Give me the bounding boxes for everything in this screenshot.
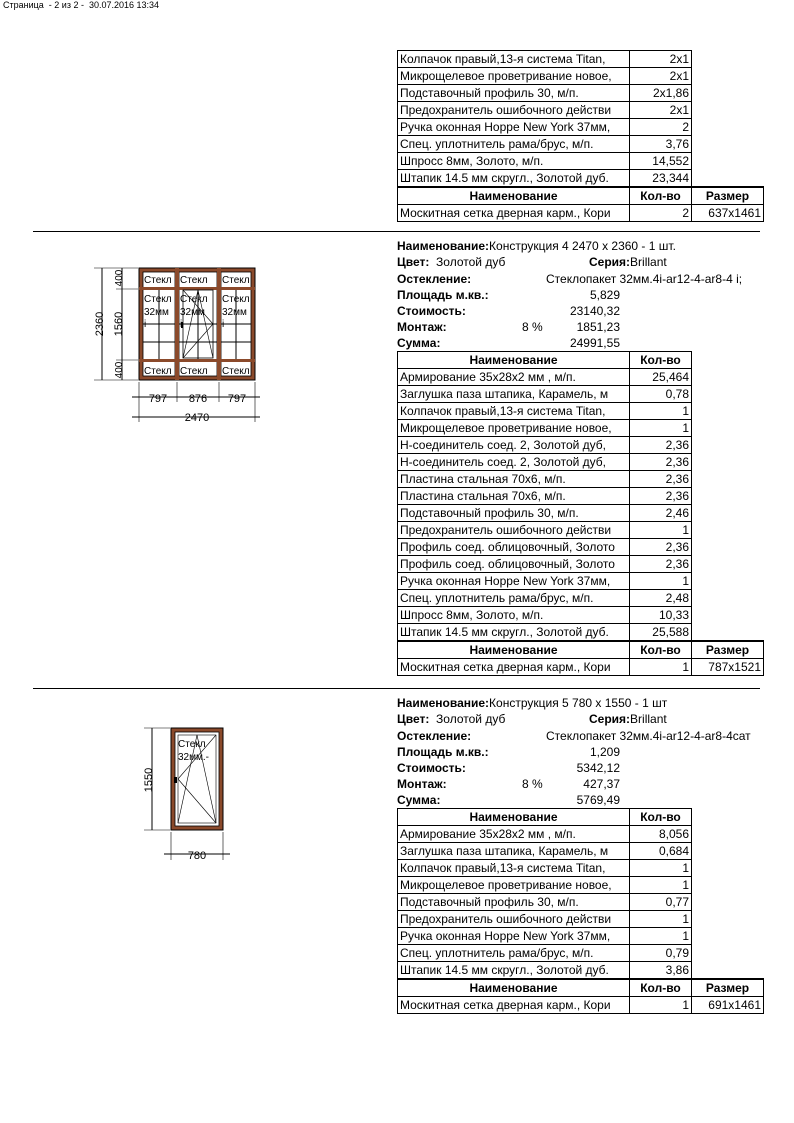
- item-qty: 14,552: [630, 153, 692, 170]
- table-row: [398, 471, 764, 488]
- b2-area-label: Площадь м.кв.:: [397, 288, 489, 302]
- pane-label-8: 32мм: [180, 307, 205, 318]
- dim3-height: 1550: [143, 767, 155, 793]
- item-name: Подставочный профиль 30, м/п.: [398, 85, 630, 102]
- pane3-label: Стекл: [178, 739, 206, 750]
- table-row: [398, 102, 764, 119]
- table-row: [398, 85, 764, 102]
- item-name: Н-соединитель соед. 2, Золотой дуб,: [398, 437, 630, 454]
- table-row: [398, 860, 764, 877]
- b3-mount-pct: 8 %: [522, 777, 543, 791]
- pane-label-11: i: [180, 319, 183, 330]
- table-row: [398, 119, 764, 136]
- pane-label-7: 32мм: [144, 307, 169, 318]
- b3-color-line: [397, 712, 505, 726]
- b2-color-value: Золотой дуб: [436, 255, 506, 269]
- b3-sum-label: Сумма:: [397, 793, 441, 807]
- table-row: [398, 505, 764, 522]
- item-qty: 2,36: [630, 488, 692, 505]
- table-row: [398, 369, 764, 386]
- table-row: [398, 386, 764, 403]
- item-name: Спец. уплотнитель рама/брус, м/п.: [398, 136, 630, 153]
- pane-label-1: Стекл: [144, 275, 172, 286]
- item-qty: 3,86: [630, 962, 692, 980]
- pane-label-6: Стекл: [222, 294, 250, 305]
- item-name: Микрощелевое проветривание новое,: [398, 420, 630, 437]
- item-qty: 10,33: [630, 607, 692, 624]
- b3-net-header-name: Наименование: [398, 979, 630, 997]
- pane-label-14: Стекл: [180, 366, 208, 377]
- item-qty: 1: [630, 420, 692, 437]
- b2-area-value: 5,829: [589, 288, 620, 302]
- item-name: Ручка оконная Hoppe New York 37мм,: [398, 573, 630, 590]
- b3-series-line: [589, 712, 667, 726]
- item-qty: 2,46: [630, 505, 692, 522]
- b3-header-qty: Кол-во: [630, 809, 692, 826]
- b2-color-label: Цвет:: [397, 255, 430, 269]
- item-qty: 2,36: [630, 437, 692, 454]
- item-qty: 2x1,86: [630, 85, 692, 102]
- table-row: [398, 877, 764, 894]
- item-qty: 2x1: [630, 102, 692, 119]
- b3-sum-value: 5769,49: [576, 793, 620, 807]
- table-row: [398, 962, 764, 980]
- table-row: [398, 826, 764, 843]
- b3-mount-value: 427,37: [583, 777, 620, 791]
- item-qty: 25,588: [630, 624, 692, 642]
- b3-area-value: 1,209: [589, 745, 620, 759]
- b2-mount-label: Монтаж:: [397, 320, 447, 334]
- b2-net-row-qty: 1: [630, 659, 692, 676]
- b3-series-label: Серия:: [589, 712, 631, 726]
- table-row: [398, 153, 764, 170]
- table-row: [398, 403, 764, 420]
- table-row: [398, 170, 764, 188]
- table-row: [398, 522, 764, 539]
- table-row: [398, 51, 764, 68]
- b3-net-row-name: Москитная сетка дверная карм., Кори: [398, 997, 630, 1014]
- table-row: [398, 590, 764, 607]
- net-header-name: Наименование: [398, 187, 630, 205]
- table-row: [398, 68, 764, 85]
- b2-header-name: Наименование: [398, 352, 630, 369]
- net-row-name: Москитная сетка дверная карм., Кори: [398, 205, 630, 222]
- b2-net-header-name: Наименование: [398, 641, 630, 659]
- table-row: [398, 420, 764, 437]
- construction-4-drawing: [90, 260, 270, 430]
- item-name: Предохранитель ошибочного действи: [398, 522, 630, 539]
- item-name: Спец. уплотнитель рама/брус, м/п.: [398, 945, 630, 962]
- item-qty: 2: [630, 119, 692, 136]
- dim-w1: 797: [148, 393, 168, 405]
- b3-mount-label: Монтаж:: [397, 777, 447, 791]
- b3-net-row-size: 691x1461: [692, 997, 764, 1014]
- b3-net-header-qty: Кол-во: [630, 979, 692, 997]
- item-qty: 23,344: [630, 170, 692, 188]
- item-qty: 1: [630, 573, 692, 590]
- b2-net-header-size: Размер: [692, 641, 764, 659]
- b3-glass-value: Стеклопакет 32мм.4i-ar12-4-ar8-4сат: [546, 729, 751, 743]
- table-row: [398, 928, 764, 945]
- dim-w3: 797: [227, 393, 247, 405]
- pane-label-15: Стекл: [222, 366, 250, 377]
- table-row: [398, 136, 764, 153]
- dim-height: 2360: [94, 311, 106, 337]
- b2-glass-label: Остекление:: [397, 272, 472, 286]
- item-name: Профиль соед. облицовочный, Золото: [398, 539, 630, 556]
- item-name: Профиль соед. облицовочный, Золото: [398, 556, 630, 573]
- b3-area-label: Площадь м.кв.:: [397, 745, 489, 759]
- b3-series-value: Brillant: [630, 712, 667, 726]
- table-row: [398, 539, 764, 556]
- item-qty: 0,78: [630, 386, 692, 403]
- b3-name-label: Наименование:: [397, 696, 490, 710]
- item-name: Армирование 35x28x2 мм , м/п.: [398, 826, 630, 843]
- item-name: Ручка оконная Hoppe New York 37мм,: [398, 119, 630, 136]
- item-qty: 0,77: [630, 894, 692, 911]
- b3-net-row-qty: 1: [630, 997, 692, 1014]
- b3-net-header-size: Размер: [692, 979, 764, 997]
- item-qty: 2,36: [630, 539, 692, 556]
- b2-series-line: [589, 255, 667, 269]
- item-qty: 2,36: [630, 454, 692, 471]
- item-name: Спец. уплотнитель рама/брус, м/п.: [398, 590, 630, 607]
- construction-5-drawing: [140, 720, 240, 865]
- b2-sum-label: Сумма:: [397, 336, 441, 350]
- table-row: [398, 607, 764, 624]
- item-name: Колпачок правый,13-я система Titan,: [398, 860, 630, 877]
- item-name: Пластина стальная 70x6, м/п.: [398, 471, 630, 488]
- b3-name-line: [397, 696, 667, 710]
- item-name: Штапик 14.5 мм скругл., Золотой дуб.: [398, 962, 630, 980]
- item-qty: 3,76: [630, 136, 692, 153]
- item-name: Предохранитель ошибочного действи: [398, 911, 630, 928]
- dim-w2: 876: [188, 393, 208, 405]
- item-qty: 8,056: [630, 826, 692, 843]
- item-qty: 1: [630, 911, 692, 928]
- table-row: [398, 911, 764, 928]
- b3-name-value: Конструкция 5 780 x 1550 - 1 шт: [489, 696, 668, 710]
- b2-header-qty: Кол-во: [630, 352, 692, 369]
- item-qty: 1: [630, 860, 692, 877]
- b2-cost-label: Стоимость:: [397, 304, 466, 318]
- net-header-size: Размер: [692, 187, 764, 205]
- b2-mount-value: 1851,23: [576, 320, 620, 334]
- b2-series-value: Brillant: [630, 255, 667, 269]
- item-name: Заглушка паза штапика, Карамель, м: [398, 843, 630, 860]
- item-qty: 2x1: [630, 68, 692, 85]
- item-qty: 2,48: [630, 590, 692, 607]
- dim-top: 400: [114, 269, 125, 287]
- net-row-qty: 2: [630, 205, 692, 222]
- item-qty: 1: [630, 928, 692, 945]
- b3-cost-label: Стоимость:: [397, 761, 466, 775]
- b2-color-line: [397, 255, 505, 269]
- item-qty: 1: [630, 403, 692, 420]
- b3-color-value: Золотой дуб: [436, 712, 506, 726]
- table-row: [398, 624, 764, 642]
- b2-series-label: Серия:: [589, 255, 631, 269]
- pane3-label2: 32мм.-: [178, 752, 209, 763]
- table-row: [398, 437, 764, 454]
- net-row-size: 637x1461: [692, 205, 764, 222]
- b2-sum-value: 24991,55: [569, 336, 620, 350]
- page-header: Страница - 2 из 2 - 30.07.2016 13:34: [3, 0, 160, 10]
- pane-label-2: Стекл: [180, 275, 208, 286]
- table-row: [398, 894, 764, 911]
- pane-label-12: i: [222, 319, 225, 330]
- pane-label-10: i: [144, 319, 147, 330]
- dim-mid: 1560: [113, 311, 125, 337]
- table-row: [398, 573, 764, 590]
- table-row: [398, 843, 764, 860]
- table-row: [398, 945, 764, 962]
- pane-label-5: Стекл: [180, 294, 208, 305]
- pane-label-13: Стекл: [144, 366, 172, 377]
- block2-table: [397, 351, 764, 676]
- dim-total: 2470: [184, 412, 210, 424]
- b2-name-value: Конструкция 4 2470 x 2360 - 1 шт.: [489, 239, 676, 253]
- item-name: Колпачок правый,13-я система Titan,: [398, 51, 630, 68]
- item-name: Микрощелевое проветривание новое,: [398, 68, 630, 85]
- item-name: Предохранитель ошибочного действи: [398, 102, 630, 119]
- item-name: Пластина стальная 70x6, м/п.: [398, 488, 630, 505]
- b2-cost-value: 23140,32: [569, 304, 620, 318]
- table-row: [398, 556, 764, 573]
- b2-net-row-size: 787x1521: [692, 659, 764, 676]
- item-name: Штапик 14.5 мм скругл., Золотой дуб.: [398, 170, 630, 188]
- b2-name-line: [397, 239, 676, 253]
- item-qty: 2,36: [630, 556, 692, 573]
- item-name: Подставочный профиль 30, м/п.: [398, 894, 630, 911]
- pane-label-3: Стекл: [222, 275, 250, 286]
- table-row: [398, 454, 764, 471]
- item-name: Шпросс 8мм, Золото, м/п.: [398, 607, 630, 624]
- item-name: Колпачок правый,13-я система Titan,: [398, 403, 630, 420]
- dim3-width: 780: [187, 850, 207, 862]
- b3-header-name: Наименование: [398, 809, 630, 826]
- b2-name-label: Наименование:: [397, 239, 490, 253]
- item-qty: 25,464: [630, 369, 692, 386]
- block1-table: [397, 50, 764, 222]
- dim-bottom: 400: [114, 361, 125, 379]
- table-row: [398, 488, 764, 505]
- item-qty: 2x1: [630, 51, 692, 68]
- item-qty: 0,684: [630, 843, 692, 860]
- item-name: Штапик 14.5 мм скругл., Золотой дуб.: [398, 624, 630, 642]
- b2-mount-pct: 8 %: [522, 320, 543, 334]
- item-qty: 1: [630, 522, 692, 539]
- item-name: Армирование 35x28x2 мм , м/п.: [398, 369, 630, 386]
- b3-cost-value: 5342,12: [576, 761, 620, 775]
- pane-label-4: Стекл: [144, 294, 172, 305]
- b3-color-label: Цвет:: [397, 712, 430, 726]
- item-name: Микрощелевое проветривание новое,: [398, 877, 630, 894]
- b2-net-row-name: Москитная сетка дверная карм., Кори: [398, 659, 630, 676]
- separator-2: [33, 688, 760, 689]
- item-name: Н-соединитель соед. 2, Золотой дуб,: [398, 454, 630, 471]
- b2-net-header-qty: Кол-во: [630, 641, 692, 659]
- item-name: Ручка оконная Hoppe New York 37мм,: [398, 928, 630, 945]
- pane-label-9: 32мм: [222, 307, 247, 318]
- net-header-qty: Кол-во: [630, 187, 692, 205]
- item-name: Заглушка паза штапика, Карамель, м: [398, 386, 630, 403]
- item-qty: 2,36: [630, 471, 692, 488]
- item-qty: 1: [630, 877, 692, 894]
- item-name: Подставочный профиль 30, м/п.: [398, 505, 630, 522]
- b2-glass-value: Стеклопакет 32мм.4i-ar12-4-ar8-4 i;: [546, 272, 743, 286]
- b3-glass-label: Остекление:: [397, 729, 472, 743]
- separator-1: [33, 231, 760, 232]
- item-qty: 0,79: [630, 945, 692, 962]
- item-name: Шпросс 8мм, Золото, м/п.: [398, 153, 630, 170]
- block3-table: [397, 808, 764, 1014]
